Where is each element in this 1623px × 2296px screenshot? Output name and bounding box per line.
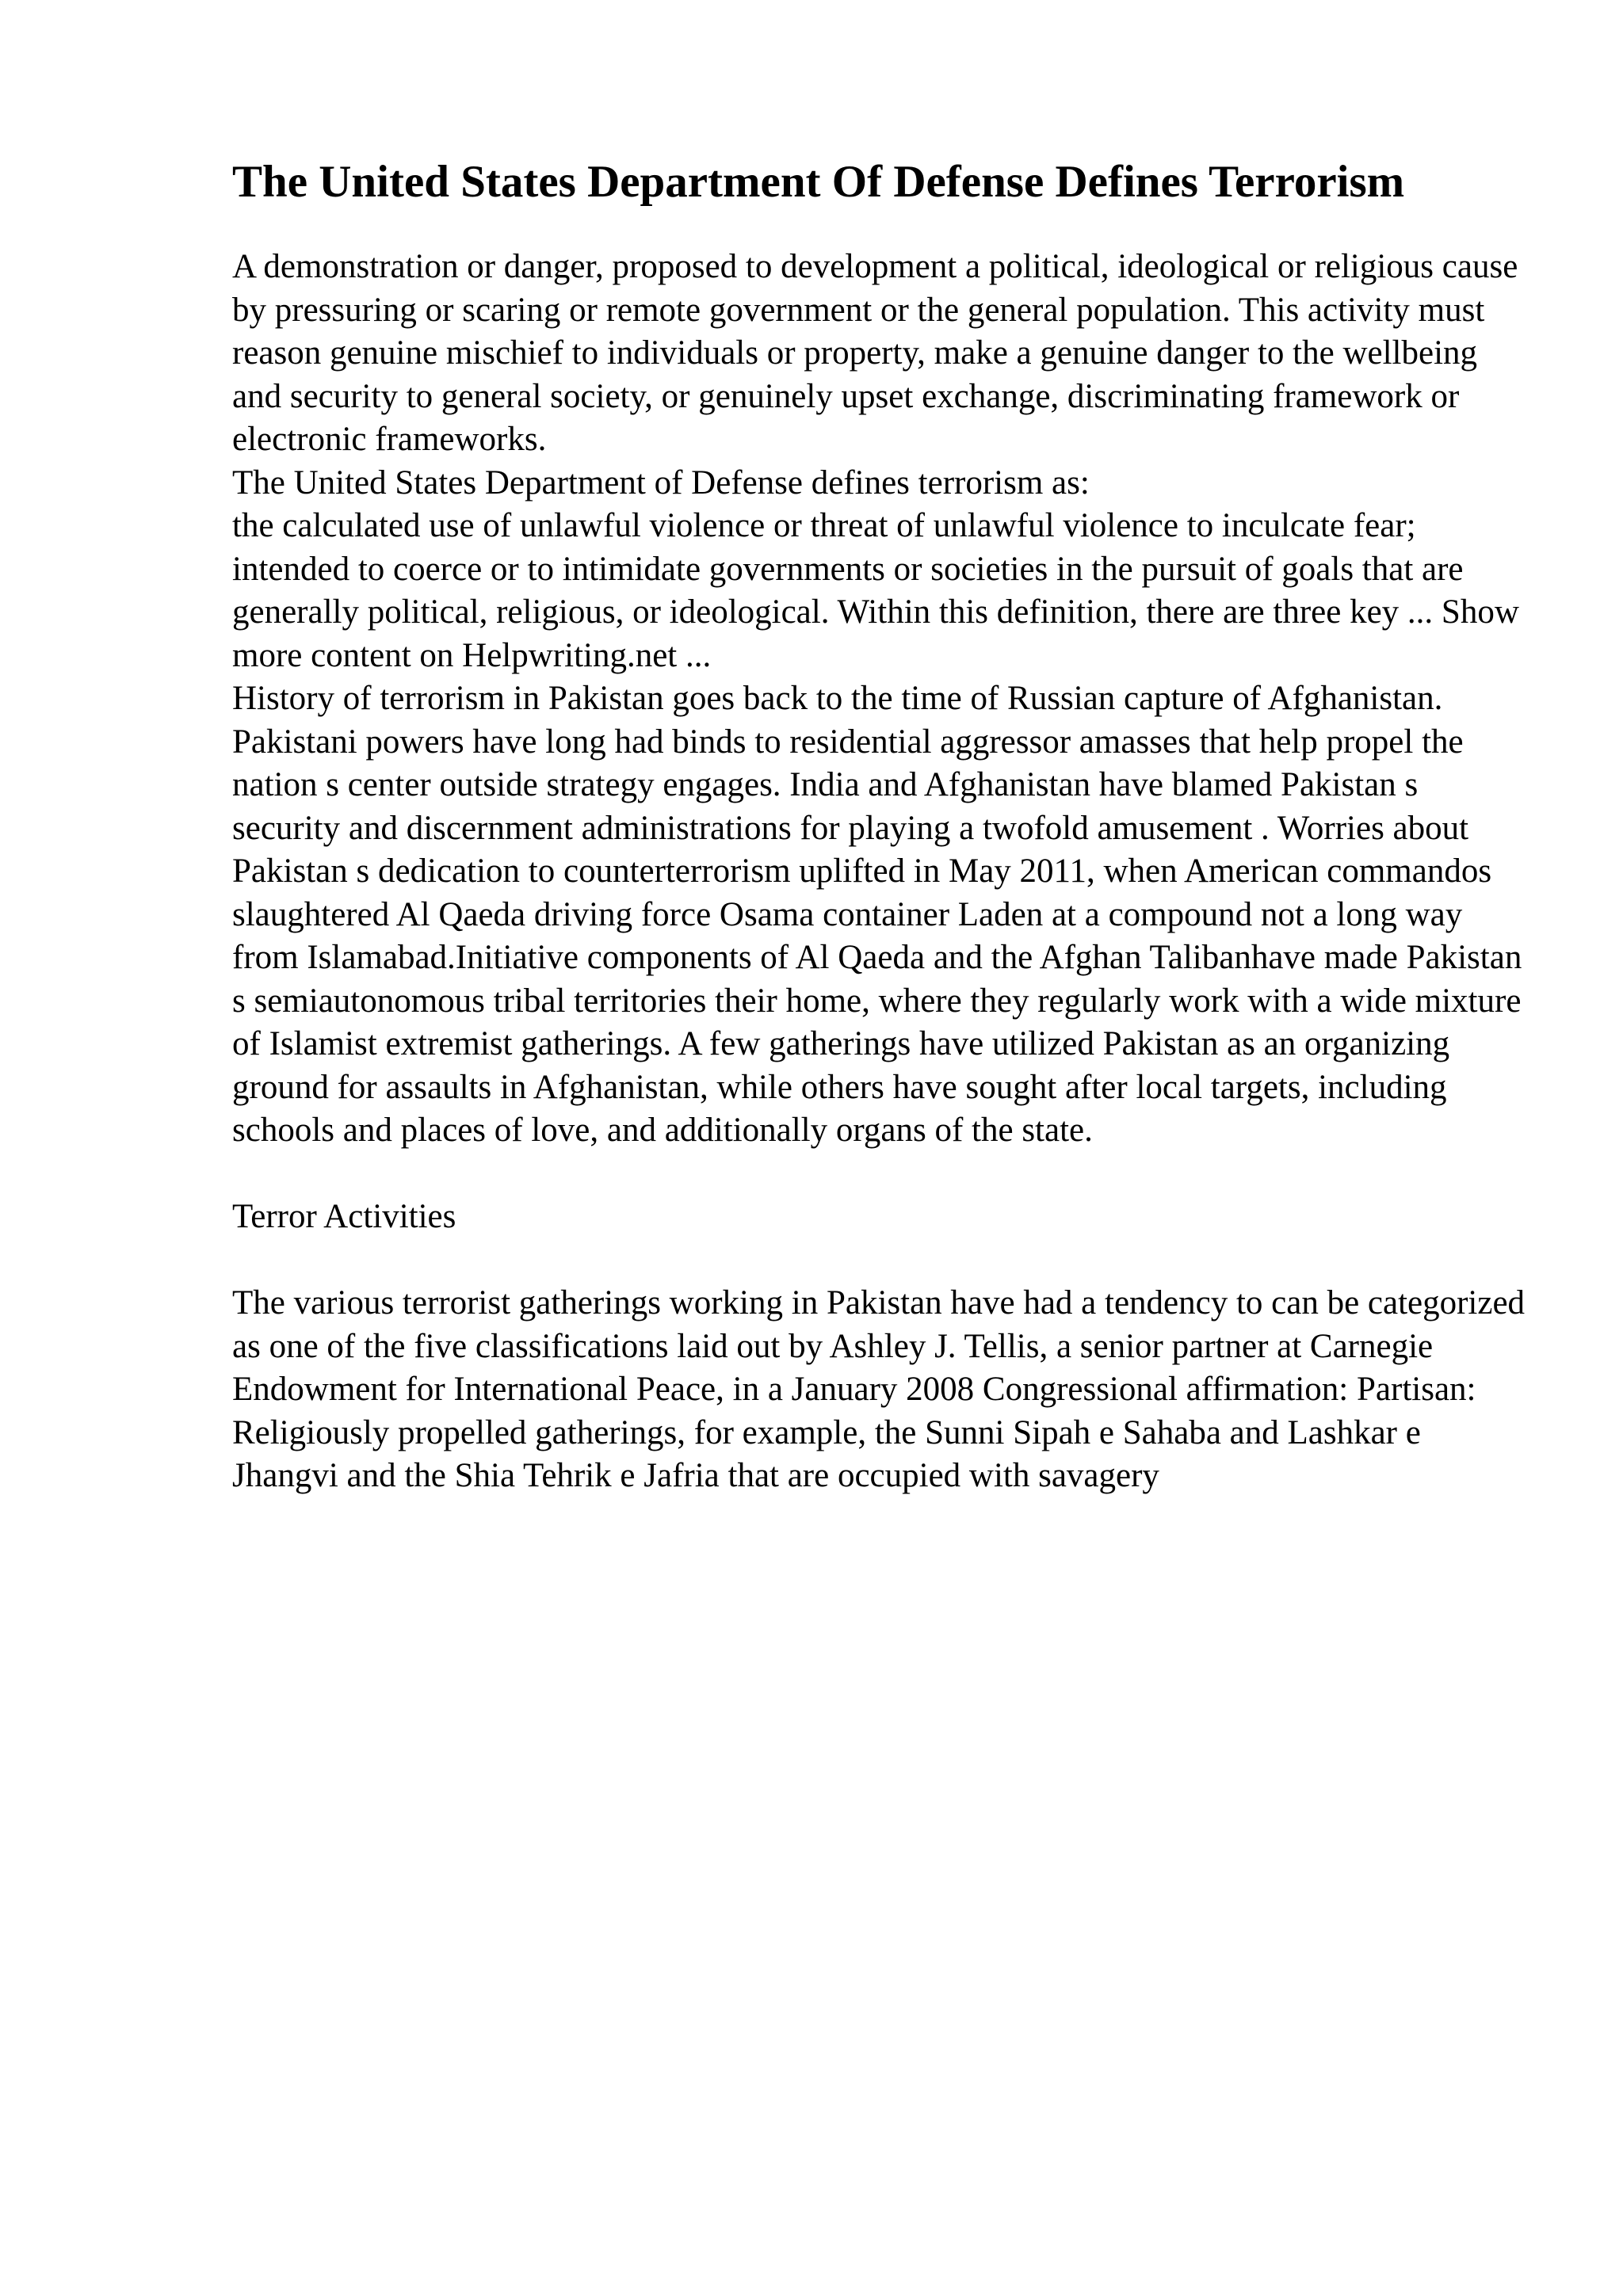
- paragraph-dod-definition: the calculated use of unlawful violence or threat of unlawful violence to inculcate fear; intended to coerce or to intimidate governments or societies in the pursuit of goals that are generally political, religious, or ideological. Within this definition, there are three key ... Show more content on Helpwriting.net ...: [232, 507, 1519, 674]
- paragraph-terror-activities: The various terrorist gatherings working in Pakistan have had a tendency to can be categorized as one of the five classifications laid out by Ashley J. Tellis, a senior partner at Carnegie Endowment for International Peace, in a January 2008 Congressional affirmation: Partisan: Religiously propelled gatherings, for example, the Sunni Sipah e Sahaba and Lashkar e Jhangvi and the Shia Tehrik e Jafria that are occupied with savagery: [232, 1284, 1526, 1494]
- paragraph-dod-intro: The United States Department of Defense defines terrorism as:: [232, 463, 1090, 502]
- section-heading-terror-activities: Terror Activities: [232, 1198, 456, 1235]
- paragraph-definition: A demonstration or danger, proposed to development a political, ideological or religious cause by pressuring or scaring or remote government or the general population. This activity must reason genuine mischief to individuals or property, make a genuine danger to the wellbeing and security to general society, or genuinely upset exchange, discriminating framework or electronic frameworks.: [232, 248, 1518, 458]
- document-body: [232, 246, 1532, 1498]
- document-content: [232, 151, 1532, 1498]
- document-title: The United States Department Of Defense Defines Terrorism: [232, 157, 1405, 207]
- paragraph-history: History of terrorism in Pakistan goes back to the time of Russian capture of Afghanistan. Pakistani powers have long had binds to residential aggressor amasses that help propel the nation s center outside strategy engages. India and Afghanistan have blamed Pakistan s security and discernment administrations for playing a twofold amusement . Worries about Pakistan s dedication to counterterrorism uplifted in May 2011, when American commandos slaughtered Al Qaeda driving force Osama container Laden at a compound not a long way from Islamabad.Initiative components of Al Qaeda and the Afghan Talibanhave made Pakistan s semiautonomous tribal territories their home, where they regularly work with a wide mixture of Islamist extremist gatherings. A few gatherings have utilized Pakistan as an organizing ground for assaults in Afghanistan, while others have sought after local targets, including schools and places of love, and additionally organs of the state.: [232, 680, 1522, 1149]
